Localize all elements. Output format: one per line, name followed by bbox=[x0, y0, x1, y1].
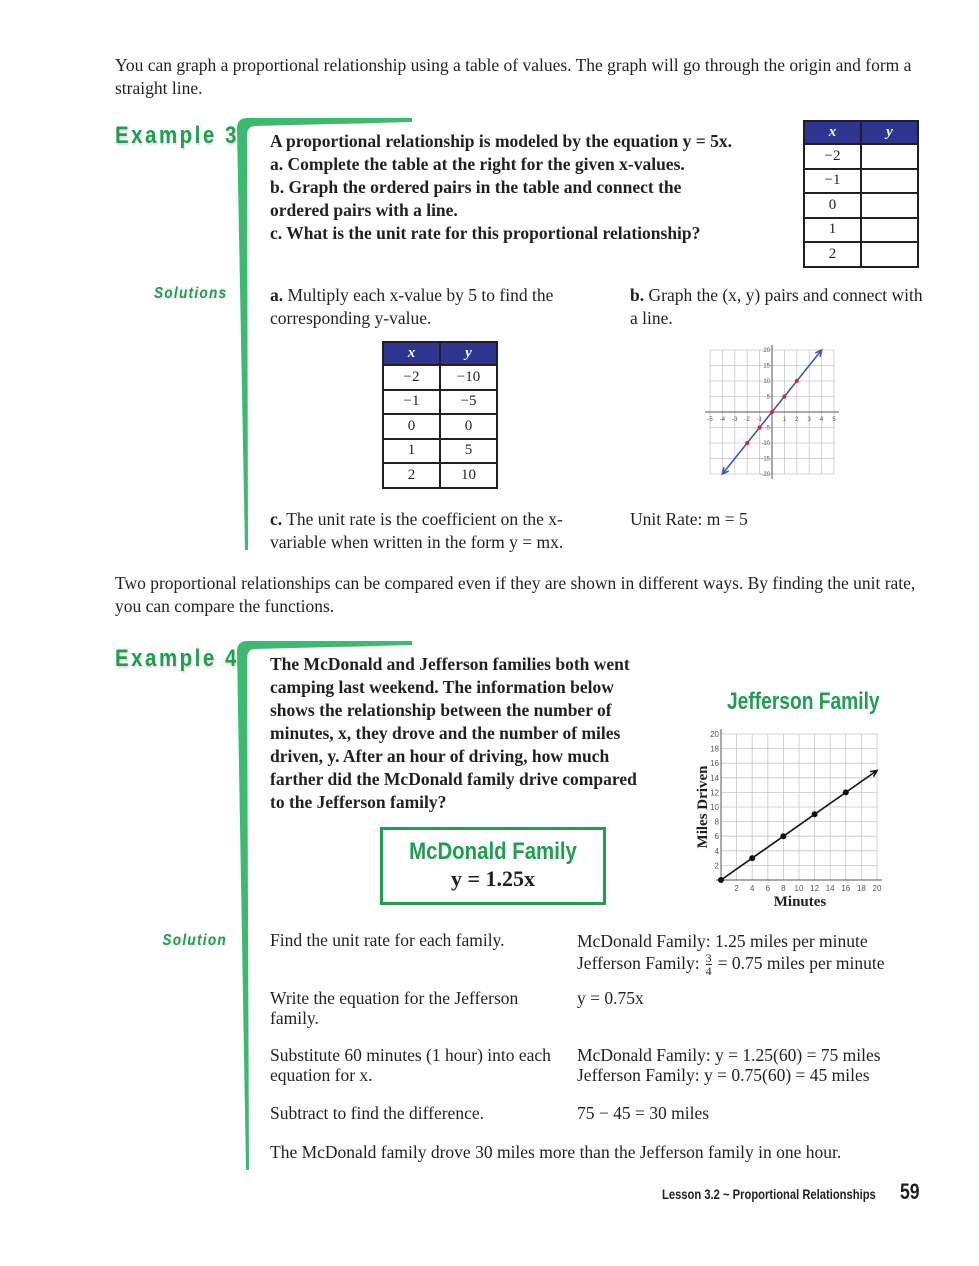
x-tick-label: 4 bbox=[749, 884, 755, 893]
step1-right bbox=[577, 930, 885, 977]
x-tick-label: 10 bbox=[794, 884, 804, 893]
problem-line: b. Graph the ordered pairs in the table and connect the bbox=[270, 177, 682, 197]
mcdonald-title: McDonald Family bbox=[409, 838, 577, 865]
sol-text: Graph the (x, y) pairs and connect with a line. bbox=[630, 285, 923, 328]
x-tick-label: -5 bbox=[707, 417, 713, 423]
problem-line: minutes, x, they drove and the number of miles bbox=[270, 723, 621, 743]
step1-left: Find the unit rate for each family. bbox=[270, 930, 505, 950]
table-row bbox=[804, 193, 918, 218]
col-header: x bbox=[804, 121, 861, 144]
x-tick-label: 2 bbox=[734, 884, 739, 893]
table-row bbox=[804, 144, 918, 169]
mcdonald-calc: McDonald Family: y = 1.25(60) = 75 miles bbox=[577, 1045, 881, 1065]
numerator: 3 bbox=[705, 951, 712, 966]
y-tick-label: 16 bbox=[710, 759, 719, 769]
data-point bbox=[770, 410, 774, 414]
table-row bbox=[804, 218, 918, 243]
problem-line: farther did the McDonald family drive compared bbox=[270, 769, 637, 789]
mcdonald-family-box bbox=[380, 827, 606, 905]
table-row bbox=[383, 365, 497, 390]
y-tick-label: 5 bbox=[766, 394, 770, 401]
x-tick-label: 3 bbox=[807, 417, 811, 423]
cell: 2 bbox=[383, 463, 440, 488]
x-tick-label: 8 bbox=[781, 884, 786, 893]
data-point bbox=[812, 811, 818, 817]
conclusion: The McDonald family drove 30 miles more than the Jefferson family in one hour. bbox=[270, 1142, 842, 1162]
jefferson-chart-title: Jefferson Family bbox=[727, 688, 880, 715]
table-row bbox=[804, 169, 918, 194]
data-point bbox=[745, 441, 749, 445]
cell: −1 bbox=[804, 169, 861, 194]
sol-text: Multiply each x-value by 5 to find the corresponding y-value. bbox=[270, 285, 554, 328]
cell bbox=[861, 218, 918, 243]
y-tick-label: 20 bbox=[763, 348, 770, 354]
y-tick-label: -10 bbox=[761, 441, 770, 447]
problem-line: a. Complete the table at the right for the given x-values. bbox=[270, 154, 685, 174]
x-tick-label: 6 bbox=[765, 884, 771, 893]
x-tick-label: -2 bbox=[744, 417, 750, 423]
jefferson-rate bbox=[577, 952, 885, 977]
example3-label: Example 3 bbox=[115, 122, 239, 149]
y-tick-label: 8 bbox=[714, 817, 719, 827]
cell: −2 bbox=[383, 365, 440, 390]
col-header: y bbox=[440, 342, 497, 365]
table-row bbox=[383, 414, 497, 439]
cell bbox=[861, 144, 918, 169]
comparison-paragraph: Two proportional relationships can be compared even if they are shown in different ways. By finding the unit rate, you can compare the functions. bbox=[115, 573, 916, 616]
page-number: 59 bbox=[900, 1179, 920, 1204]
step4-right: 75 − 45 = 30 miles bbox=[577, 1103, 710, 1123]
cell: −1 bbox=[383, 390, 440, 415]
cell: 10 bbox=[440, 463, 497, 488]
table-row bbox=[383, 439, 497, 464]
y-tick-label: 10 bbox=[763, 379, 770, 385]
cell bbox=[861, 169, 918, 194]
x-tick-label: 5 bbox=[832, 417, 836, 423]
x-tick-label: 20 bbox=[872, 884, 882, 893]
step2-left: Write the equation for the Jefferson family. bbox=[270, 988, 519, 1028]
example3-empty-table bbox=[803, 120, 919, 268]
y-tick-label: 10 bbox=[710, 803, 719, 812]
cell: −2 bbox=[804, 144, 861, 169]
solution-b bbox=[630, 284, 930, 330]
problem-line: camping last weekend. The information below bbox=[270, 677, 614, 697]
y-tick-label: 4 bbox=[714, 846, 719, 856]
problem-line: c. What is the unit rate for this proportional relationship? bbox=[270, 223, 701, 243]
cell: 0 bbox=[383, 414, 440, 439]
data-point bbox=[758, 426, 762, 430]
example4-label: Example 4 bbox=[115, 645, 239, 672]
y-tick-label: 18 bbox=[710, 744, 719, 754]
data-point bbox=[795, 379, 799, 383]
y-tick-label: 15 bbox=[763, 363, 770, 370]
step3-left: Substitute 60 minutes (1 hour) into each equation for x. bbox=[270, 1045, 551, 1085]
x-tick-label: 4 bbox=[819, 417, 824, 423]
cell bbox=[861, 193, 918, 218]
problem-line: driven, y. After an hour of driving, how much bbox=[270, 746, 610, 766]
mcdonald-equation: y = 1.25x bbox=[450, 866, 536, 891]
table-row bbox=[383, 390, 497, 415]
x-tick-label: 14 bbox=[825, 884, 835, 893]
jefferson-chart bbox=[690, 722, 890, 912]
cell: 5 bbox=[440, 439, 497, 464]
cell bbox=[861, 242, 918, 267]
x-tick-label: 1 bbox=[782, 417, 787, 423]
x-tick-label: -3 bbox=[732, 417, 738, 423]
intro-paragraph: You can graph a proportional relationship using a table of values. The graph will go through the origin and form a straight line. bbox=[115, 55, 912, 98]
unit-rate: Unit Rate: m = 5 bbox=[630, 509, 748, 529]
step4-left: Subtract to find the difference. bbox=[270, 1103, 484, 1123]
jefferson-suffix: = 0.75 miles per minute bbox=[717, 953, 885, 973]
sol-tag: b. bbox=[630, 285, 645, 305]
jefferson-prefix: Jefferson Family: bbox=[577, 953, 700, 973]
data-point bbox=[780, 833, 786, 839]
x-axis-label: Minutes bbox=[773, 894, 827, 910]
y-tick-label: 12 bbox=[710, 788, 719, 798]
mcdonald-rate: McDonald Family: 1.25 miles per minute bbox=[577, 931, 868, 951]
cell: 0 bbox=[440, 414, 497, 439]
y-axis-label: Miles Driven bbox=[695, 765, 711, 849]
problem-line: to the Jefferson family? bbox=[270, 792, 447, 812]
example4-problem bbox=[270, 653, 670, 814]
cell: 1 bbox=[804, 218, 861, 243]
col-header: y bbox=[861, 121, 918, 144]
data-point bbox=[718, 877, 724, 883]
example3-problem bbox=[270, 130, 790, 245]
solution-label: Solution bbox=[162, 932, 227, 949]
problem-line: A proportional relationship is modeled by the equation y = 5x. bbox=[270, 131, 732, 151]
fraction bbox=[706, 952, 712, 977]
jefferson-calc: Jefferson Family: y = 0.75(60) = 45 miles bbox=[577, 1065, 870, 1085]
y-tick-label: -20 bbox=[761, 472, 770, 478]
example3-solution-table bbox=[382, 341, 498, 489]
x-tick-label: 18 bbox=[856, 884, 866, 893]
problem-line: ordered pairs with a line. bbox=[270, 200, 458, 220]
solution-a bbox=[270, 284, 590, 330]
step2-right: y = 0.75x bbox=[577, 988, 644, 1008]
x-tick-label: 2 bbox=[795, 417, 799, 423]
denominator: 4 bbox=[705, 964, 712, 979]
x-tick-label: -1 bbox=[756, 417, 763, 423]
cell: −10 bbox=[440, 365, 497, 390]
problem-line: The McDonald and Jefferson families both went bbox=[270, 654, 630, 674]
x-tick-label: -4 bbox=[719, 417, 726, 423]
y-tick-label: 2 bbox=[714, 861, 719, 871]
sol-tag: c. bbox=[270, 509, 283, 529]
problem-line: shows the relationship between the number of bbox=[270, 700, 612, 720]
footer-lesson: Lesson 3.2 ~ Proportional Relationships bbox=[662, 1186, 876, 1202]
col-header: x bbox=[383, 342, 440, 365]
y-tick-label: -5 bbox=[764, 425, 770, 432]
table-row bbox=[383, 463, 497, 488]
sol-tag: a. bbox=[270, 285, 284, 305]
solution-c bbox=[270, 508, 615, 554]
x-tick-label: 16 bbox=[841, 884, 851, 893]
y-tick-label: 6 bbox=[714, 832, 719, 842]
cell: −5 bbox=[440, 390, 497, 415]
sol-text: The unit rate is the coefficient on the x-variable when written in the form y = mx. bbox=[270, 509, 564, 552]
data-point bbox=[749, 855, 755, 861]
cell: 0 bbox=[804, 193, 861, 218]
solutions-label: Solutions bbox=[153, 285, 227, 302]
x-tick-label: 12 bbox=[810, 884, 820, 893]
cell: 2 bbox=[804, 242, 861, 267]
data-point bbox=[782, 395, 786, 399]
cell: 1 bbox=[383, 439, 440, 464]
y-tick-label: 20 bbox=[710, 730, 719, 739]
table-row bbox=[804, 242, 918, 267]
y-tick-label: 14 bbox=[710, 773, 719, 783]
y-tick-label: -15 bbox=[761, 456, 770, 463]
data-point bbox=[843, 789, 849, 795]
proportional-graph bbox=[700, 342, 848, 482]
step3-right bbox=[577, 1045, 881, 1085]
